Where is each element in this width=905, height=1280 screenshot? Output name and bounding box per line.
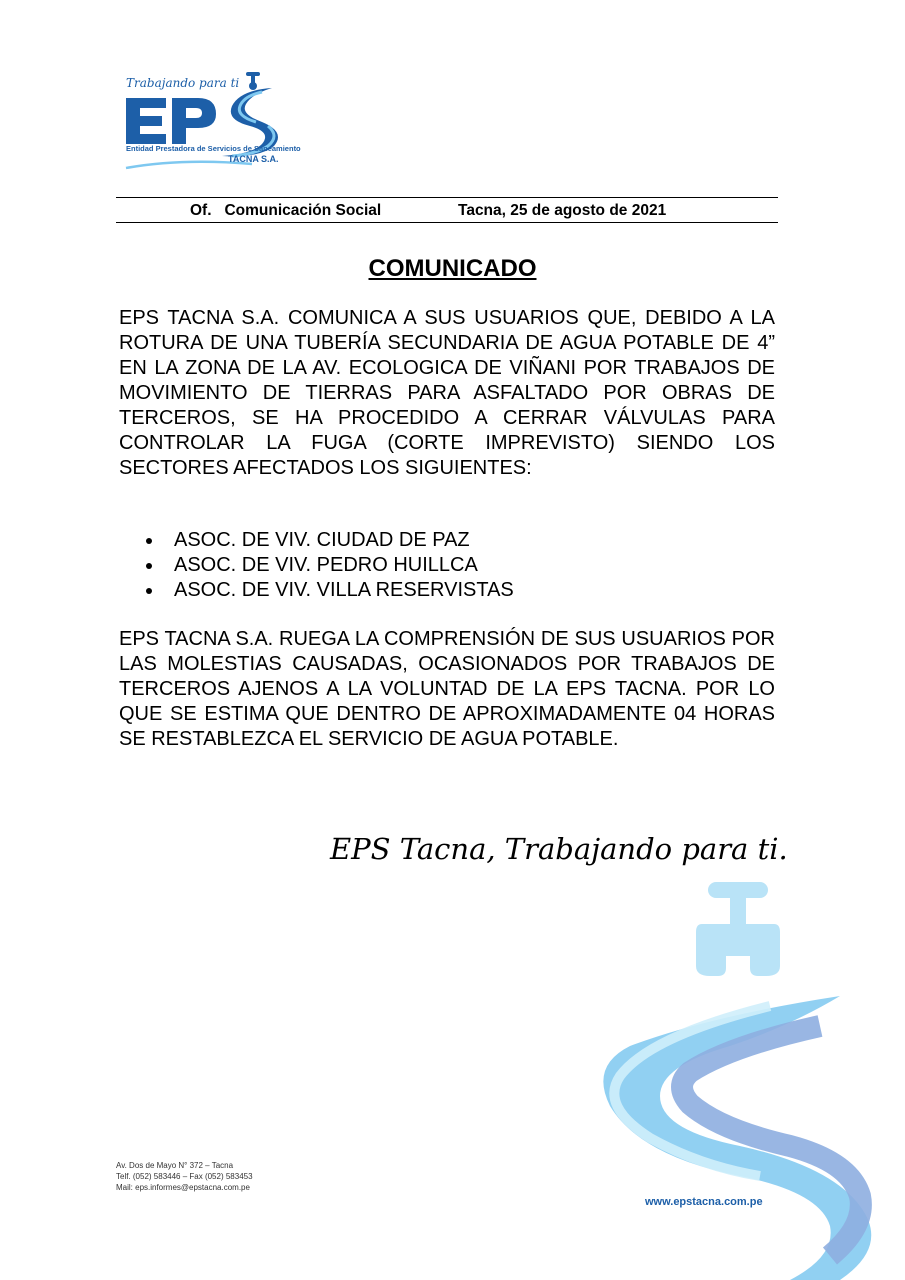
footer-phone: Telf. (052) 583446 – Fax (052) 583453 [116,1172,253,1181]
announcement-paragraph: EPS TACNA S.A. COMUNICA A SUS USUARIOS QUE, DEBIDO A LA ROTURA DE UNA TUBERÍA SECUNDARIA DE AGUA POTABLE DE 4” EN LA ZONA DE LA AV. ECOLOGICA DE VIÑANI POR TRABAJOS DE MOVIMIENTO DE TIERRAS PARA ASFALTADO POR OBRAS DE TERCEROS, SE HA PROCEDIDO A CERRAR VÁLVULAS PARA CONTROLAR LA FUGA (CORTE IMPREVISTO) SIENDO LOS SECTORES AFECTADOS LOS SIGUIENTES: [119,307,775,479]
reference-bar [116,197,778,223]
water-tap-wave-graphic [590,876,880,1280]
website-link[interactable]: www.epstacna.com.pe [645,1196,763,1208]
logo-tagline: Trabajando para ti [126,76,240,90]
footer-mail: Mail: eps.informes@epstacna.com.pe [116,1183,250,1192]
document-date: Tacna, 25 de agosto de 2021 [458,202,667,219]
company-logo [122,66,301,174]
logo-company-name: TACNA S.A. [228,154,279,164]
affected-sectors-list [144,528,514,603]
list-item [144,528,514,553]
bullet-icon [146,538,152,544]
apology-paragraph: EPS TACNA S.A. RUEGA LA COMPRENSIÓN DE SUS USUARIOS POR LAS MOLESTIAS CAUSADAS, OCASIONADOS POR TRABAJOS DE TERCEROS AJENOS A LA VOLUNTAD DE LA EPS TACNA. POR LO QUE SE ESTIMA QUE DENTRO DE APROXIMADAMENTE 04 HORAS SE RESTABLEZCA EL SERVICIO DE AGUA POTABLE. [119,628,775,750]
slogan: EPS Tacna, Trabajando para ti. [330,832,788,866]
sector-name: ASOC. DE VIV. CIUDAD DE PAZ [174,529,470,551]
footer-contact [116,1160,253,1193]
sector-name: ASOC. DE VIV. VILLA RESERVISTAS [174,579,514,601]
list-item [144,578,514,603]
page-title: COMUNICADO [368,255,537,282]
bullet-icon [146,588,152,594]
office-reference: Of. Comunicación Social [190,202,382,219]
footer-address: Av. Dos de Mayo N° 372 – Tacna [116,1161,234,1170]
sector-name: ASOC. DE VIV. PEDRO HUILLCA [174,554,478,576]
list-item [144,553,514,578]
logo-subtitle: Entidad Prestadora de Servicios de Saneamiento [126,144,301,153]
bullet-icon [146,563,152,569]
